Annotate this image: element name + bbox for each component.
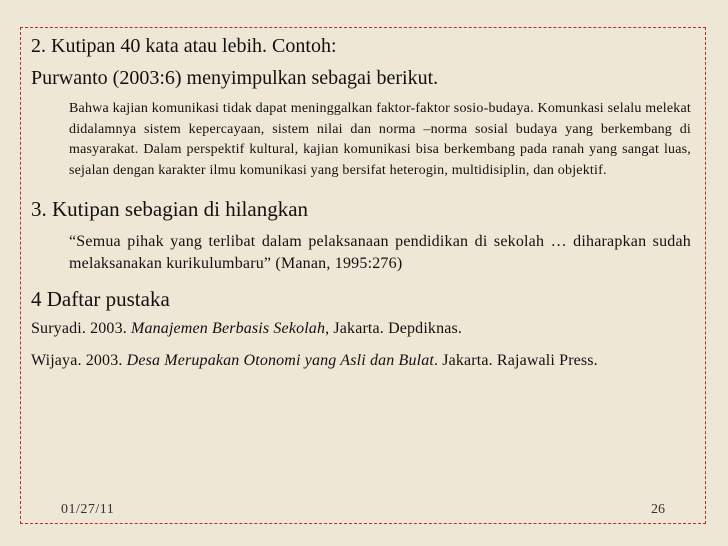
footer-page-number: 26 <box>651 502 665 517</box>
reference-suffix: , Jakarta. Depdiknas. <box>325 320 463 337</box>
reference-title: Manajemen Berbasis Sekolah <box>131 320 326 337</box>
reference-item <box>31 351 696 371</box>
partial-quote: “Semua pihak yang terlibat dalam pelaksanaan pendidikan di sekolah … diharapkan sudah melaksanakan kurikulumbaru” (Manan, 1995:276) <box>69 233 691 272</box>
section-heading-4: 4 Daftar pustaka <box>31 287 170 311</box>
slide-content <box>31 34 696 371</box>
block-quote: Bahwa kajian komunikasi tidak dapat meninggalkan faktor-faktor sosio-budaya. Komunkasi selalu melekat didalamnya sistem kepercayaan, sistem nilai dan norma –norma sosial budaya yang berkembang di masyarakat. Dalam perspektif kultural, kajian komunikasi bisa berkembang pada ranah yang sangat luas, sejalan dengan karakter ilmu komunikasi yang bersifat heterogin, multidisiplin, dan objektif. <box>69 101 691 178</box>
reference-prefix: Wijaya. 2003. <box>31 352 127 369</box>
quote-intro: Purwanto (2003:6) menyimpulkan sebagai berikut. <box>31 67 439 89</box>
footer-date: 01/27/11 <box>61 502 115 517</box>
section-heading-2: 2. Kutipan 40 kata atau lebih. Contoh: <box>31 35 337 57</box>
reference-prefix: Suryadi. 2003. <box>31 320 132 337</box>
section-heading-3: 3. Kutipan sebagian di hilangkan <box>31 197 309 221</box>
reference-item <box>31 319 696 339</box>
reference-title: Desa Merupakan Otonomi yang Asli dan Bulat <box>126 352 434 369</box>
reference-suffix: . Jakarta. Rajawali Press. <box>433 352 598 369</box>
